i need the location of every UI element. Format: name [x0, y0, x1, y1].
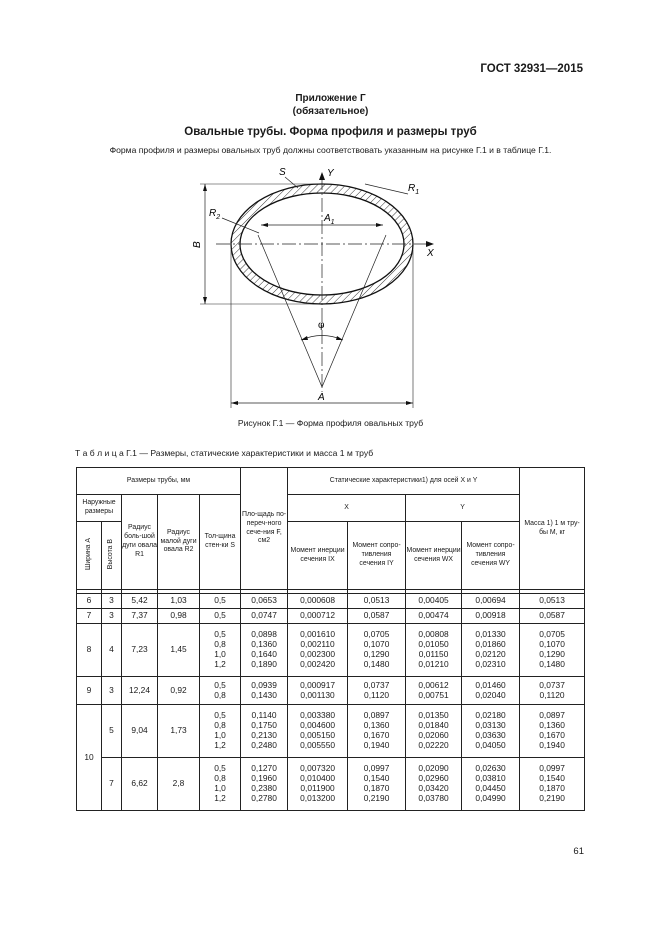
table-caption: Т а б л и ц а Г.1 — Размеры, статические характеристики и масса 1 м труб — [75, 448, 374, 458]
header-mass: Масса 1) 1 м тру-бы M, кг — [520, 468, 585, 590]
x-axis-arrow — [426, 241, 434, 247]
appendix-title: Приложение Г — [295, 93, 366, 104]
appendix-status: (обязательное) — [292, 106, 369, 117]
header-radius-r2: Радиус малой дуги овала R2 — [158, 495, 200, 590]
label-y: Y — [327, 168, 334, 179]
phi-arrow-right — [336, 336, 343, 340]
header-axis-x: X — [288, 495, 406, 522]
table-row: 7 3 7,37 0,98 0,5 0,0747 0,000712 0,0587 0,00474 0,00918 0,0587 — [77, 609, 585, 624]
y-axis-arrow — [319, 172, 325, 180]
section-title: Овальные трубы. Форма профиля и размеры труб — [184, 126, 477, 138]
header-height-b: Высота B — [102, 522, 122, 590]
label-a: A — [318, 392, 325, 403]
r1-leader — [365, 184, 408, 194]
label-r2: $R_2$ — [209, 208, 221, 221]
b-arrow-top — [203, 184, 207, 191]
header-static-characteristics: Статические характеристики1) для осей X и Y — [288, 468, 520, 495]
page-number: 61 — [573, 846, 584, 857]
header-axis-y: Y — [406, 495, 520, 522]
a-arrow-left — [231, 401, 238, 405]
table-row: 7 6,62 2,8 0,5 0,8 1,0 1,2 0,1270 0,1960 0,2380 0,2780 0,007320 0,010400 0,011900 0,013200 0,0997 0,1540 0,1870 0,2190 0,02090 0,02960 0,03420 0,03780 0,02630 0,03810 0,04450 0,04990 0,0997 0,1540 0,1870 0,2190 — [77, 758, 585, 811]
label-x: X — [427, 248, 434, 259]
header-ix: Момент инерции сечения IX — [288, 522, 348, 590]
figure-caption: Рисунок Г.1 — Форма профиля овальных труб — [237, 418, 424, 428]
table-row: 9 3 12,24 0,92 0,5 0,8 0,0939 0,1430 0,000917 0,001130 0,0737 0,1120 0,00612 0,00751 0,01460 0,02040 0,0737 0,1120 — [77, 677, 585, 705]
header-radius-r1: Радиус боль-шой дуги овала R1 — [122, 495, 158, 590]
table-row: 8 4 7,23 1,45 0,5 0,8 1,0 1,2 0,0898 0,1360 0,1640 0,1890 0,001610 0,002110 0,002300 0,002420 0,0705 0,1070 0,1290 0,1480 0,00808 0,01050 0,01150 0,01210 0,01330 0,01860 0,02120 0,02310 0,0705 0,1070 0,1290 0,1480 — [77, 624, 585, 677]
standard-number: ГОСТ 32931—2015 — [480, 63, 583, 75]
table-row: 6 3 5,42 1,03 0,5 0,0653 0,000608 0,0513 0,00405 0,00694 0,0513 — [77, 594, 585, 609]
intro-paragraph: Форма профиля и размеры овальных труб должны соответствовать указанным на рисунке Г.1 и в таблице Г.1. — [109, 145, 552, 155]
label-phi: φ — [318, 320, 325, 331]
header-area: Пло-щадь по-переч-ного сече-ния F, см2 — [241, 468, 288, 590]
table-row: 10 5 9,04 1,73 0,5 0,8 1,0 1,2 0,1140 0,1750 0,2130 0,2480 0,003380 0,004600 0,005150 0,005550 0,0897 0,1360 0,1670 0,1940 0,01350 0,01840 0,02060 0,02220 0,02180 0,03130 0,03630 0,04050 0,0897 0,1360 0,1670 0,1940 — [77, 705, 585, 758]
phi-arrow-left — [301, 336, 308, 340]
b-arrow-bottom — [203, 297, 207, 304]
header-iy: Момент сопро-тивления сечения IY — [348, 522, 406, 590]
cone-line-right — [322, 235, 386, 387]
header-pipe-dimensions: Размеры трубы, мм — [77, 468, 241, 495]
s-leader — [285, 177, 298, 188]
header-wy: Момент сопро-тивления сечения WY — [462, 522, 520, 590]
header-wx: Момент инерции сечения WX — [406, 522, 462, 590]
a1-arrow-right — [376, 223, 383, 227]
a1-arrow-left — [261, 223, 268, 227]
a-arrow-right — [406, 401, 413, 405]
pipe-dimensions-table — [76, 467, 585, 811]
header-wall-thickness: Тол-щина стен-ки S — [200, 495, 241, 590]
cone-line-left — [258, 235, 322, 387]
header-outer-dimensions: Наружные размеры — [77, 495, 122, 522]
label-b: B — [192, 241, 203, 248]
label-r1: $R_1$ — [408, 183, 420, 196]
label-a1: $A_1$ — [324, 213, 335, 226]
header-width-a: Ширина A — [77, 522, 102, 590]
label-s: S — [279, 167, 286, 178]
